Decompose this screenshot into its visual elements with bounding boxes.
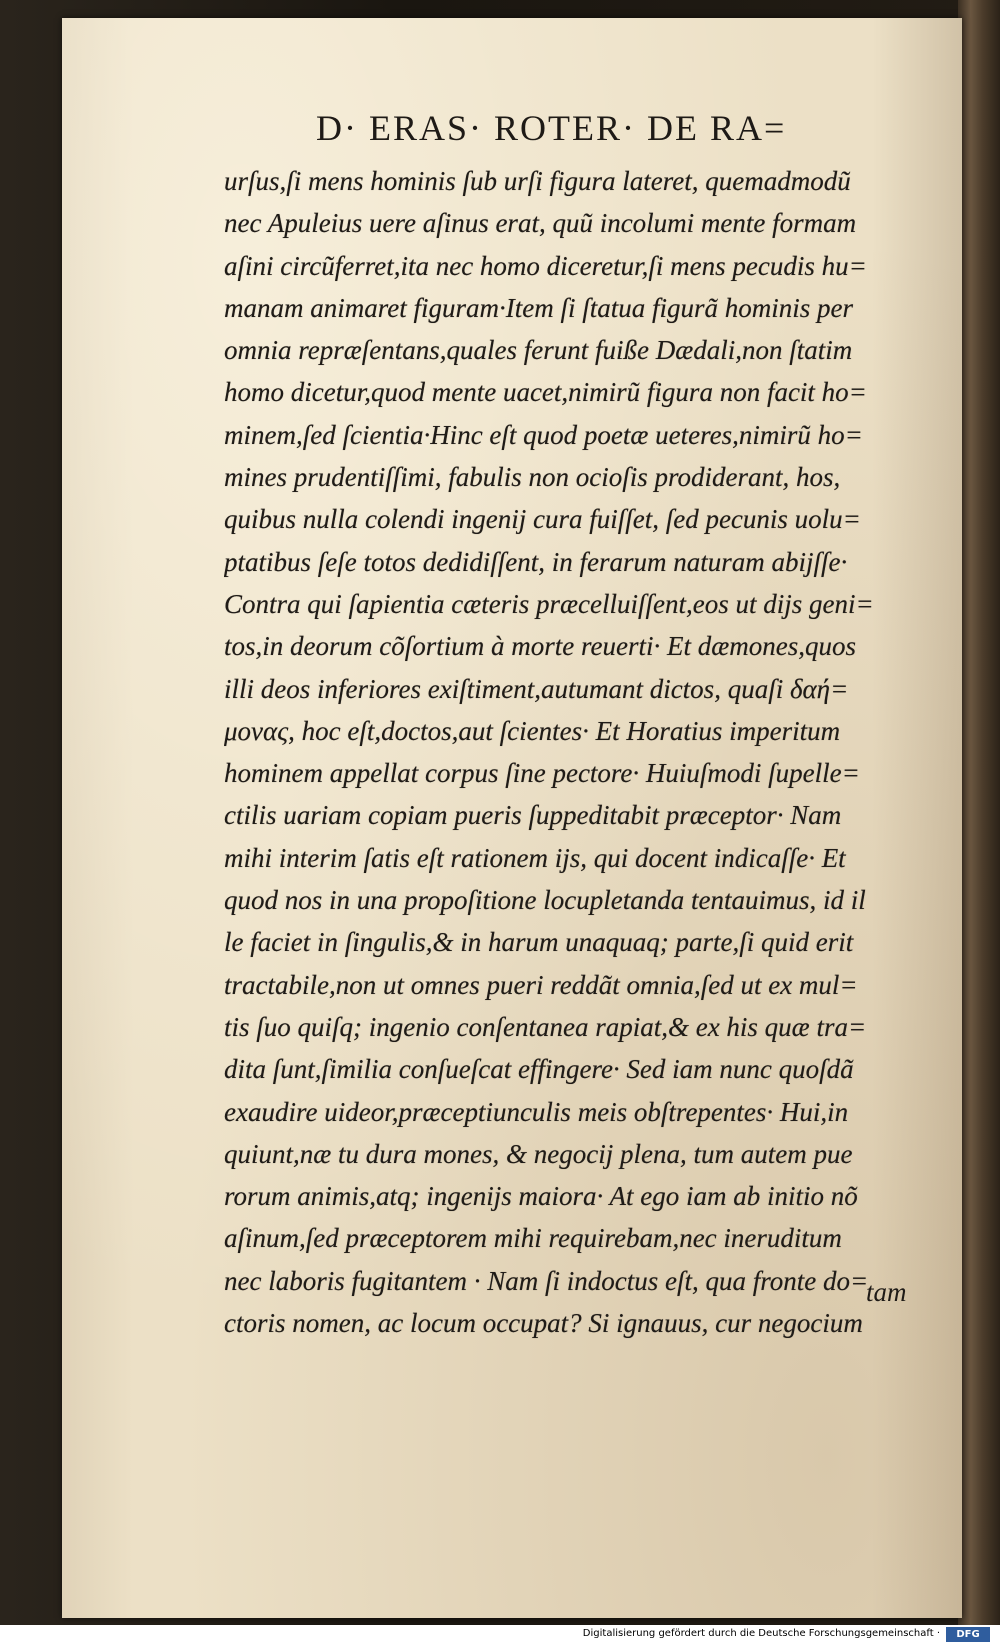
book-binding-edge: [958, 0, 1000, 1646]
text-line: homo dicetur,quod mente uacet,nimirũ figura non facit ho=: [224, 377, 867, 408]
text-line: exaudire uideor,præceptiunculis meis obſtrepentes· Hui,in: [224, 1096, 849, 1127]
text-line: nec Apuleius uere aſinus erat, quũ incolumi mente formam: [224, 208, 857, 239]
text-line: le faciet in ſingulis,& in harum unaquaq; parte,ſi quid erit: [224, 927, 854, 958]
text-line: aſini circũferret,ita nec homo diceretur,ſi mens pecudis hu=: [224, 250, 867, 281]
text-line: nec laboris fugitantem · Nam ſi indoctus eſt, qua fronte do=: [224, 1265, 869, 1296]
text-line: dita ſunt,ſimilia conſueſcat effingere· Sed iam nunc quoſdã: [224, 1054, 854, 1085]
text-line: hominem appellat corpus ſine pectore· Huiuſmodi ſupelle=: [224, 758, 860, 789]
funding-credit: Digitalisierung gefördert durch die Deutsche Forschungsgemeinschaft ·: [582, 1628, 940, 1639]
text-line: tractabile,non ut omnes pueri reddãt omnia,ſed ut ex mul=: [224, 969, 858, 1000]
text-line: urſus,ſi mens hominis ſub urſi figura lateret, quemadmodũ: [224, 166, 851, 196]
text-line: Contra qui ſapientia cæteris præcelluiſſent,eos ut dijs geni=: [224, 588, 874, 619]
text-line: tos,in deorum cõſortium à morte reuerti· Et dæmones,quos: [224, 631, 856, 662]
body-text: [224, 160, 924, 1344]
running-head: D· ERAS· ROTER· DE RA=: [316, 108, 787, 148]
text-line: quiunt,næ tu dura mones, & negocij plena, tum autem pue: [224, 1138, 853, 1169]
text-line: minem,ſed ſcientia·Hinc eſt quod poetæ ueteres,nimirũ ho=: [224, 419, 863, 450]
text-line: ptatibus ſeſe totos dedidiſſent, in ferarum naturam abijſſe·: [224, 546, 848, 577]
text-line: μονας, hoc eſt,doctos,aut ſcientes· Et Horatius imperitum: [224, 715, 841, 746]
text-line: mines prudentiſſimi, fabulis non ocioſis prodiderant, hos,: [224, 462, 841, 493]
text-line: ctoris nomen, ac locum occupat? Si ignauus, cur negocium: [224, 1308, 863, 1339]
dfg-logo: DFG: [946, 1627, 990, 1642]
text-line: quod nos in una propoſitione locupletanda tentauimus, id il: [224, 885, 866, 916]
text-line: ctilis uariam copiam pueris ſuppeditabit præceptor· Nam: [224, 800, 842, 831]
text-line: illi deos inferiores exiſtiment,autumant dictos, quaſi δαή=: [224, 673, 849, 704]
text-line: rorum animis,atq; ingenijs maiora· At ego iam ab initio nõ: [224, 1181, 858, 1212]
text-line: manam animaret figuram·Item ſi ſtatua figurã hominis per: [224, 292, 853, 323]
text-line: omnia repræſentans,quales ferunt fuiße Dædali,non ſtatim: [224, 335, 853, 366]
text-line: aſinum,ſed præceptorem mihi requirebam,nec ineruditum: [224, 1223, 842, 1254]
text-line: tis ſuo quiſq; ingenio conſentanea rapiat,& ex his quæ tra=: [224, 1011, 867, 1042]
text-line: quibus nulla colendi ingenij cura fuiſſet, ſed pecunis uolu=: [224, 504, 861, 535]
text-line: mihi interim ſatis eſt rationem ijs, qui docent indicaſſe· Et: [224, 842, 846, 873]
footer-bar: [0, 1625, 1000, 1646]
catchword: tam: [866, 1277, 907, 1307]
